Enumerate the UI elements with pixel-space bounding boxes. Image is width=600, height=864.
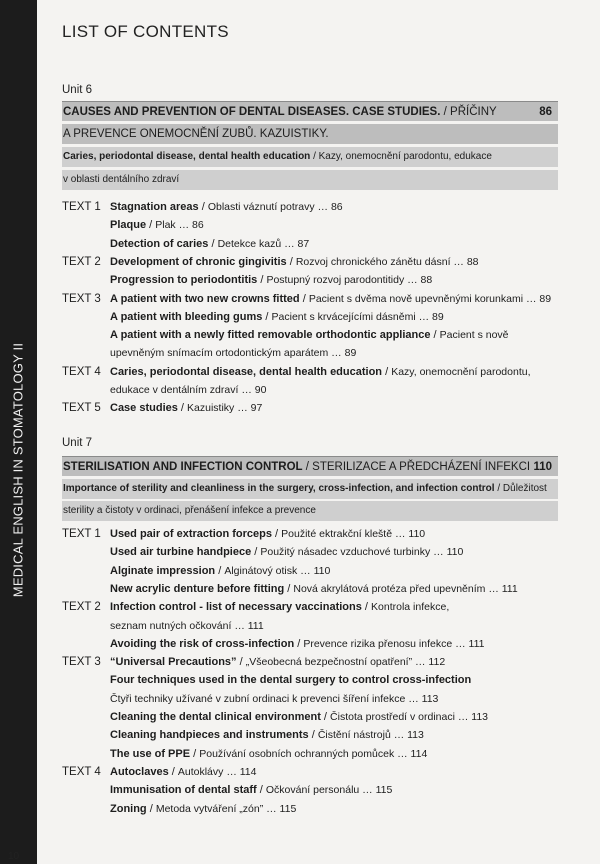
unit-6-subheading: Caries, periodontal disease, dental health education / Kazy, onemocnění parodontu, edukace (62, 147, 558, 167)
entry-page: … 113 (390, 729, 424, 742)
entry-page: … 113 (405, 692, 439, 705)
entry-title-cz: Čistění nástrojů (317, 729, 391, 742)
entry-page: … 89 (328, 347, 357, 360)
entry-title-en: Cleaning the dental clinical environment (110, 711, 321, 723)
entry-title-cz: Čistota prostředí v ordinaci (330, 711, 455, 723)
unit-6-sub-cz: Kazy, onemocnění parodontu, edukace (318, 151, 492, 162)
entry-title-en: Stagnation areas (110, 201, 199, 213)
entry-text (110, 729, 424, 741)
entry-title-cz: Pacient s dvěma nově upevněnými korunkami (308, 292, 524, 305)
entry-page: … 111 (452, 637, 485, 650)
entry-title-en: “Universal Precautions” (110, 656, 237, 669)
unit-6-heading-en: CAUSES AND PREVENTION OF DENTAL DISEASES. CASE STUDIES. (63, 106, 441, 118)
entry-text (110, 274, 432, 286)
entry-page: … 89 (415, 310, 444, 323)
entry-page: … 115 (359, 784, 393, 797)
entry-text (110, 347, 356, 359)
sidebar (0, 0, 37, 864)
entry-text (110, 219, 204, 231)
separator: / (208, 237, 218, 250)
entry-title-en: Used air turbine handpiece (110, 546, 252, 559)
unit-7-subheading: Importance of sterility and cleanliness in the surgery, cross-infection, and infection control / Důležitost (62, 479, 558, 499)
page-title: LIST OF CONTENTS (62, 22, 229, 41)
entry-text (110, 201, 343, 213)
entry-title-en: New acrylic denture before fitting (110, 582, 285, 595)
separator: / (168, 765, 178, 778)
text-label: TEXT 1 (62, 528, 101, 540)
separator: / (177, 402, 188, 415)
text-label: TEXT 4 (62, 365, 101, 378)
entry-title-en: Alginate impression (110, 564, 216, 577)
unit-7-sub-en: Importance of sterility and cleanliness in the surgery, cross-infection, and infection control (63, 483, 495, 494)
entry-title-cz: Kontrola infekce, (371, 601, 450, 614)
unit-6-label: Unit 6 (62, 84, 93, 96)
entry-text (110, 766, 256, 778)
separator: / (190, 747, 200, 760)
entry-page: … 111 (231, 619, 264, 632)
unit-6-sub-cz-cont: v oblasti dentálního zdraví (63, 174, 180, 185)
entry-text (110, 384, 266, 396)
entry-text (110, 674, 471, 686)
entry-page: … 90 (238, 384, 267, 396)
entry-title-cz: Plak (155, 219, 176, 232)
entry-title-cz: Pacient s nově (439, 329, 509, 342)
text-label: TEXT 5 (62, 402, 101, 415)
entry-title-cz: Alginátový otisk (224, 564, 298, 577)
entry-text (110, 238, 309, 250)
separator: / (236, 656, 246, 669)
entry-text (110, 402, 262, 414)
entry-text (110, 620, 264, 632)
entry-page: … 86 (314, 201, 343, 213)
separator: / (284, 582, 294, 595)
entry-page: … 86 (175, 219, 204, 232)
separator: / (430, 329, 440, 342)
entry-text (110, 711, 488, 723)
entry-title-en: Case studies (110, 402, 178, 415)
separator: / (382, 365, 392, 378)
entry-title-cz: Detekce kazů (217, 237, 282, 250)
entry-page: … 88 (450, 255, 479, 268)
separator: / (272, 528, 282, 540)
separator: / (308, 729, 318, 742)
entry-title-en: Cleaning handpieces and instruments (110, 729, 309, 742)
entry-title-en: Plaque (110, 219, 147, 232)
unit-6-subheading-cont (62, 170, 558, 190)
separator: / (146, 219, 156, 232)
entry-title-cz: „Všeobecná bezpečnostní opatření” (245, 656, 413, 669)
separator: / (320, 711, 331, 723)
entry-page: … 114 (223, 765, 257, 778)
entry-page: … 114 (394, 747, 428, 760)
entry-page: … 87 (281, 237, 310, 250)
entry-title-en: Detection of caries (110, 237, 209, 250)
entry-title-cz: Metoda vytváření „zón” (155, 802, 264, 815)
entry-title-cz: Čtyři techniky užívané v zubní ordinaci k prevenci šíření infekce (110, 692, 406, 705)
entry-title-cz: Kazuistiky (187, 402, 235, 415)
entry-text (110, 748, 427, 760)
entry-page: … 113 (454, 711, 489, 723)
entry-title-cz: Oblasti váznutí potravy (207, 201, 315, 213)
entry-title-cz: Použité ektrakční kleště (281, 528, 393, 540)
entry-page: … 110 (392, 528, 426, 540)
entry-title-en: Progression to periodontitis (110, 274, 258, 287)
entry-page: … 110 (430, 546, 464, 559)
separator: / (299, 292, 309, 305)
entry-title-cz: Použitý násadec vzduchové turbinky (260, 546, 431, 559)
entry-title-cz: seznam nutných očkování (110, 619, 232, 632)
entry-title-cz: Autoklávy (177, 765, 224, 778)
unit-6-heading (62, 101, 558, 121)
entry-title-en: Infection control - list of necessary vaccinations (110, 601, 362, 614)
separator: / (286, 255, 296, 268)
entry-text (110, 546, 463, 558)
entry-title-en: Autoclaves (110, 765, 169, 778)
entry-text (110, 329, 509, 341)
page-number: 10 (8, 851, 20, 862)
entry-text (110, 565, 330, 577)
unit-7-heading (62, 456, 558, 476)
entry-title-cz: Rozvoj chronického zánětu dásní (295, 255, 451, 268)
entry-page: … 115 (263, 802, 297, 815)
entry-page: … 89 (523, 292, 552, 305)
entry-title-cz: upevněným snímacím ortodontickým aparátem (110, 347, 329, 360)
text-label: TEXT 1 (62, 201, 101, 213)
entry-text (110, 583, 518, 595)
text-label: TEXT 4 (62, 765, 101, 778)
entry-text (110, 601, 449, 613)
entry-title-en: A patient with a newly fitted removable orthodontic appliance (110, 329, 431, 342)
entry-page: … 88 (404, 274, 433, 287)
entry-title-cz: Prevence rizika přenosu infekce (303, 637, 453, 650)
separator: / (302, 461, 313, 473)
book-title-vertical: MEDICAL ENGLISH IN STOMATOLOGY II (10, 342, 26, 598)
entry-title-cz: Kazy, onemocnění parodontu, (391, 365, 531, 378)
entry-text (110, 784, 392, 796)
separator: / (256, 784, 266, 797)
unit-7-sub-cz-cont: sterility a čistoty v ordinaci, přenášení infekce a prevence (63, 505, 316, 516)
text-label: TEXT 3 (62, 656, 101, 669)
entry-text (110, 693, 438, 705)
entry-page: … 112 (412, 656, 446, 669)
separator: / (361, 601, 372, 614)
entry-title-cz: Používání osobních ochranných pomůcek (199, 747, 395, 760)
entry-title-en: Zoning (110, 802, 147, 815)
entry-title-en: The use of PPE (110, 747, 191, 760)
entry-title-cz: Postupný rozvoj parodontitidy (266, 274, 405, 287)
entry-title-en: Avoiding the risk of cross-infection (110, 637, 295, 650)
entry-text (110, 656, 445, 668)
entry-text (110, 293, 551, 305)
unit-7-subheading-cont (62, 501, 558, 521)
entry-title-en: A patient with bleeding gums (110, 310, 263, 323)
unit-7-heading-en: STERILISATION AND INFECTION CONTROL (63, 461, 303, 473)
unit-6-heading-cz-cont: A PREVENCE ONEMOCNĚNÍ ZUBŮ. KAZUISTIKY. (63, 128, 329, 140)
entry-page: … 111 (485, 582, 518, 595)
separator: / (251, 546, 261, 559)
unit-6-heading-cont (62, 124, 558, 144)
separator: / (198, 201, 208, 213)
entry-title-cz: Pacient s krvácejícími dásněmi (271, 310, 416, 323)
unit-7-sub-cz: Důležitost (502, 483, 547, 494)
text-label: TEXT 3 (62, 292, 101, 305)
separator: / (262, 310, 272, 323)
text-label: TEXT 2 (62, 601, 101, 614)
entry-title-en: A patient with two new crowns fitted (110, 292, 300, 305)
separator: / (146, 802, 156, 815)
unit-6-sub-en: Caries, periodontal disease, dental health education (63, 151, 311, 162)
entry-text (110, 528, 425, 540)
entry-page: … 97 (234, 402, 263, 415)
entry-title-en: Four techniques used in the dental surgery to control cross-infection (110, 674, 472, 687)
separator: / (294, 637, 304, 650)
unit-6-page: 86 (539, 106, 552, 118)
entry-title-en: Caries, periodontal disease, dental health education (110, 365, 383, 378)
entry-title-cz: Očkování personálu (265, 784, 360, 797)
entry-text (110, 366, 531, 378)
entry-title-en: Immunisation of dental staff (110, 784, 257, 797)
unit-7-page: 110 (533, 461, 552, 473)
text-label: TEXT 2 (62, 255, 101, 268)
unit-7-heading-cz: STERILIZACE A PŘEDCHÁZENÍ INFEKCI (312, 461, 531, 473)
entry-title-cz: edukace v dentálním zdraví (110, 384, 239, 396)
unit-6-heading-cz: PŘÍČINY (450, 106, 497, 118)
separator: / (215, 564, 225, 577)
entry-page: … 110 (297, 564, 331, 577)
separator: / (257, 274, 267, 287)
separator: / (440, 106, 451, 118)
entry-text (110, 638, 484, 650)
entry-title-en: Development of chronic gingivitis (110, 255, 287, 268)
entry-title-en: Used pair of extraction forceps (110, 528, 272, 540)
entry-title-cz: Nová akrylátová protéza před upevněním (293, 582, 486, 595)
entry-text (110, 803, 296, 815)
entry-text (110, 311, 444, 323)
entry-text (110, 256, 479, 268)
unit-7-label: Unit 7 (62, 437, 93, 449)
